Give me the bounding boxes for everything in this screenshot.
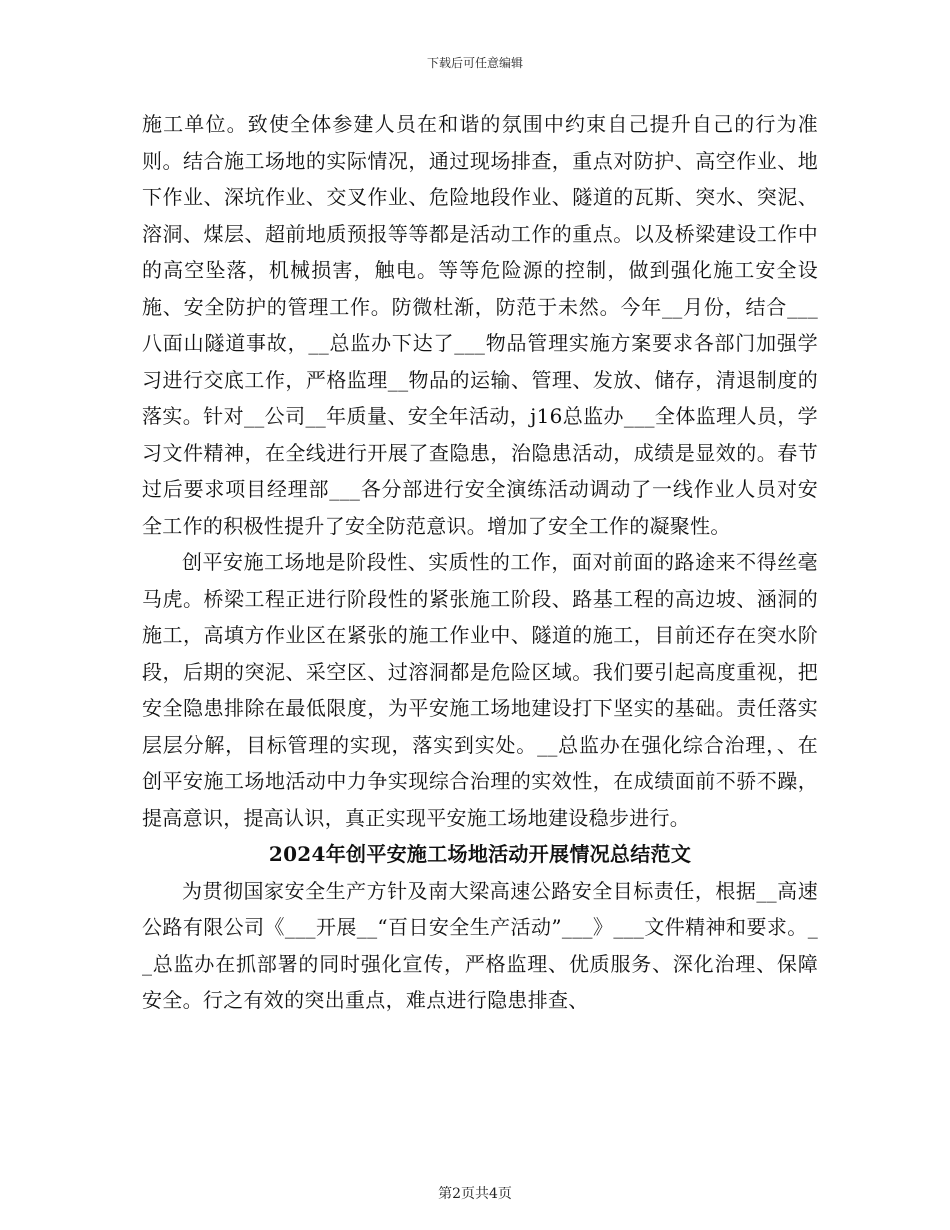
page-number: 第2页共4页 [438, 1186, 512, 1202]
body-paragraph-2: 创平安施工场地是阶段性、实质性的工作，面对前面的路途来不得丝毫马虎。桥梁工程正进行阶段性的紧张施工阶段、路基工程的高边坡、涵洞的施工，高填方作业区在紧张的施工作业中、隧道的施工，目前还存在突水阶段，后期的突泥、采空区、过溶洞都是危险区域。我们要引起高度重视，把安全隐患排除在最低限度，为平安施工场地建设打下坚实的基础。责任落实层层分解，目标管理的实现，落实到实处。__总监办在强化综合治理，、在创平安施工场地活动中力争实现综合治理的实效性，在成绩面前不骄不躁，提高意识，提高认识，真正实现平安施工场地建设稳步进行。 [142, 550, 818, 830]
document-body [142, 106, 818, 1019]
section-paragraph: 为贯彻国家安全生产方针及南大梁高速公路安全目标责任，根据__高速公路有限公司《___开展__“百日安全生产活动”___》___文件精神和要求。__总监办在抓部署的同时强化宣传，严格监理、优质服务、深化治理、保障安全。行之有效的突出重点，难点进行隐患排查、 [142, 878, 818, 1012]
section-title: 2024年创平安施工场地活动开展情况总结范文 [268, 842, 692, 866]
page-header-note: 下载后可任意编辑 [426, 56, 523, 70]
body-paragraph-1: 施工单位。致使全体参建人员在和谐的氛围中约束自己提升自己的行为准则。结合施工场地的实际情况，通过现场排查，重点对防护、高空作业、地下作业、深坑作业、交叉作业、危险地段作业、隧道的瓦斯、突水、突泥、溶洞、煤层、超前地质预报等等都是活动工作的重点。以及桥梁建设工作中的高空坠落，机械损害，触电。等等危险源的控制，做到强化施工安全设施、安全防护的管理工作。防微杜渐，防范于未然。今年__月份，结合___八面山隧道事故，__总监办下达了___物品管理实施方案要求各部门加强学习进行交底工作，严格监理__物品的运输、管理、发放、储存，清退制度的落实。针对__公司__年质量、安全年活动，j16总监办___全体监理人员，学习文件精神，在全线进行开展了查隐患，治隐患活动，成绩是显效的。春节过后要求项目经理部___各分部进行安全演练活动调动了一线作业人员对安全工作的积极性提升了安全防范意识。增加了安全工作的凝聚性。 [142, 112, 818, 538]
